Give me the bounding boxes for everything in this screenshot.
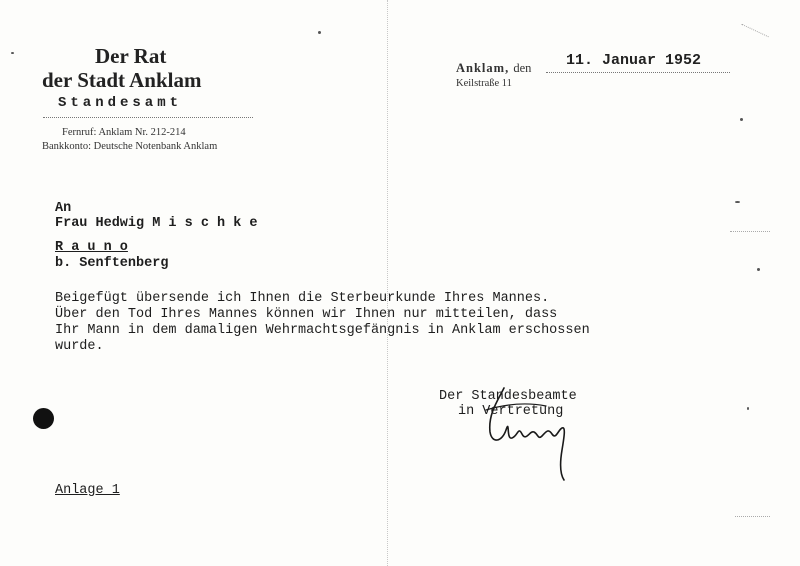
signature-deputy: in Vertretung (458, 404, 564, 419)
scan-speck (740, 118, 743, 121)
scan-speck (735, 201, 740, 203)
body-line: Ihr Mann in dem damaligen Wehrmachtsgefängnis in Anklam erschossen (55, 323, 590, 338)
scan-speck (747, 407, 749, 410)
signature-title: Der Standesbeamte (439, 389, 577, 404)
body-line: Über den Tod Ihres Mannes können wir Ihnen nur mitteilen, dass (55, 307, 558, 322)
punch-hole (33, 408, 54, 429)
dateline-date: 11. Januar 1952 (566, 52, 702, 69)
handwritten-signature (476, 380, 596, 490)
scan-speck (318, 31, 321, 34)
dateline-street: Keilstraße 11 (456, 78, 512, 89)
recipient-town: R a u n o (55, 240, 128, 255)
scan-speck (757, 268, 760, 271)
enclosure-note: Anlage 1 (55, 483, 120, 498)
dateline-place-wrapper (456, 61, 531, 76)
letterhead-rule (43, 117, 253, 118)
scan-edge-mark (741, 24, 769, 38)
scan-edge-mark (735, 516, 770, 517)
body-line: Beigefügt übersende ich Ihnen die Sterbeurkunde Ihres Mannes. (55, 291, 550, 306)
recipient-region: b. Senftenberg (55, 256, 169, 271)
dateline-den: den (513, 61, 532, 75)
scan-edge-mark (730, 231, 770, 232)
letterhead-line1: Der Rat (95, 44, 167, 68)
dateline-place: Anklam, (456, 61, 510, 75)
recipient-name: Frau Hedwig M i s c h k e (55, 216, 258, 231)
dateline-dotted-line (546, 72, 730, 73)
scan-speck (11, 52, 14, 54)
letterhead-line2: der Stadt Anklam (42, 68, 202, 92)
letterhead-bank: Bankkonto: Deutsche Notenbank Anklam (42, 141, 218, 152)
letterhead-phone: Fernruf: Anklam Nr. 212-214 (62, 127, 186, 138)
body-line: wurde. (55, 339, 104, 354)
fold-line (387, 0, 389, 566)
recipient-line: An (55, 201, 72, 216)
letterhead-department: Standesamt (58, 95, 183, 111)
